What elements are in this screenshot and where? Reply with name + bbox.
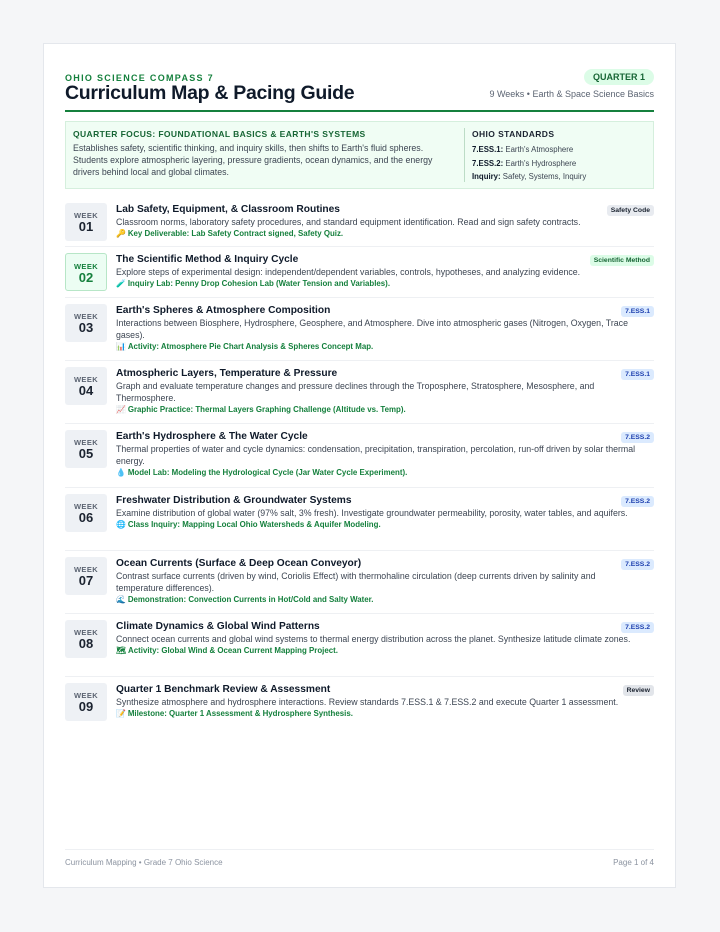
- deliverable-text: Class Inquiry: Mapping Local Ohio Watersheds & Aquifer Modeling.: [127, 520, 381, 529]
- deliverable-text: Inquiry Lab: Penny Drop Cohesion Lab (Water Tension and Variables).: [127, 279, 391, 288]
- week-description: Explore steps of experimental design: independent/dependent variables, controls, hypotheses, and analyzing evidence.: [116, 267, 581, 277]
- week-number: 07: [78, 573, 94, 588]
- week-label: WEEK: [73, 375, 99, 384]
- week-number-box: [65, 620, 107, 658]
- week-row-03: [65, 298, 654, 361]
- week-tag: 7.ESS.2: [621, 496, 654, 507]
- footer-divider: [65, 849, 654, 850]
- focus-divider: [464, 128, 465, 182]
- week-deliverable: [116, 708, 654, 720]
- week-title: Freshwater Distribution & Groundwater Systems: [116, 495, 352, 506]
- droplet-icon: 💧: [116, 468, 126, 477]
- deliverable-text: Graphic Practice: Thermal Layers Graphing Challenge (Altitude vs. Temp).: [127, 405, 406, 414]
- page-number: Page 1 of 4: [613, 858, 654, 867]
- memo-icon: 📝: [116, 709, 126, 718]
- wave-icon: 🌊: [116, 595, 126, 604]
- week-deliverable: [116, 228, 654, 240]
- week-title: Earth's Hydrosphere & The Water Cycle: [116, 431, 308, 442]
- week-number-box: [65, 203, 107, 241]
- week-description: Thermal properties of water and cycle dynamics: condensation, precipitation, transpiration, percolation, run-off driven by solar thermal energy.: [116, 444, 636, 466]
- week-row-07: [65, 551, 654, 614]
- week-tag: 7.ESS.1: [621, 369, 654, 380]
- globe-icon: 🌐: [116, 520, 126, 529]
- deliverable-text: Demonstration: Convection Currents in Hot/Cold and Salty Water.: [127, 595, 374, 604]
- week-description: Graph and evaluate temperature changes and pressure declines through the Troposphere, Stratosphere, Mesosphere, and Thermosphere.: [116, 381, 595, 403]
- week-number: 03: [78, 320, 94, 335]
- week-deliverable: [116, 645, 654, 657]
- week-number: 06: [78, 510, 94, 525]
- document-page: [43, 43, 676, 888]
- week-label: WEEK: [73, 565, 99, 574]
- week-label: WEEK: [73, 262, 99, 271]
- standard-item: [472, 157, 647, 171]
- deliverable-text: Activity: Global Wind & Ocean Current Mapping Project.: [128, 646, 338, 655]
- weeks-list: [65, 197, 654, 727]
- focus-heading: QUARTER FOCUS: FOUNDATIONAL BASICS & EARTH'S SYSTEMS: [73, 129, 366, 139]
- page-title: Curriculum Map & Pacing Guide: [65, 82, 355, 104]
- deliverable-text: Key Deliverable: Lab Safety Contract signed, Safety Quiz.: [127, 229, 344, 238]
- week-content: [116, 430, 654, 479]
- week-title: Quarter 1 Benchmark Review & Assessment: [116, 684, 331, 695]
- week-label: WEEK: [73, 438, 99, 447]
- week-label: WEEK: [73, 691, 99, 700]
- week-description: Synthesize atmosphere and hydrosphere interactions. Review standards 7.ESS.1 & 7.ESS.2 and execute Quarter 1 assessment.: [116, 697, 619, 707]
- week-number-box: [65, 304, 107, 342]
- week-deliverable: [116, 519, 654, 531]
- focus-description: Establishes safety, scientific thinking, and inquiry skills, then shifts to Earth's fluid spheres. Students explore atmospheric layering, pressure gradients, ocean dynamics, and the energy drivers behind local and global climates.: [73, 143, 433, 177]
- week-deliverable: [116, 278, 654, 290]
- week-label: WEEK: [73, 628, 99, 637]
- week-content: [116, 367, 654, 416]
- header-divider: [65, 110, 654, 112]
- week-tag: Review: [623, 685, 654, 696]
- week-tag: 7.ESS.2: [621, 559, 654, 570]
- deliverable-text: Activity: Atmosphere Pie Chart Analysis & Spheres Concept Map.: [127, 342, 374, 351]
- week-number: 01: [78, 219, 94, 234]
- week-deliverable: [116, 404, 654, 416]
- week-title: Climate Dynamics & Global Wind Patterns: [116, 621, 320, 632]
- week-row-04: [65, 361, 654, 424]
- week-number-box: [65, 494, 107, 532]
- week-content: [116, 557, 654, 606]
- week-number-box: [65, 557, 107, 595]
- standards-section: [472, 129, 647, 184]
- week-tag: 7.ESS.2: [621, 432, 654, 443]
- footer-caption: Curriculum Mapping • Grade 7 Ohio Science: [65, 858, 223, 867]
- standard-item: [472, 143, 647, 157]
- week-description: Contrast surface currents (driven by wind, Coriolis Effect) with thermohaline circulation (deep currents driven by salinity and temperature differences).: [116, 571, 596, 593]
- brand-label: OHIO SCIENCE COMPASS 7: [65, 73, 214, 83]
- week-number-box: [65, 683, 107, 721]
- week-content: [116, 253, 654, 290]
- standard-code: 7.ESS.1:: [472, 145, 504, 154]
- week-number: 02: [78, 270, 94, 285]
- week-title: Lab Safety, Equipment, & Classroom Routines: [116, 204, 340, 215]
- week-title: Atmospheric Layers, Temperature & Pressure: [116, 368, 338, 379]
- week-description: Classroom norms, laboratory safety procedures, and standard equipment identification. Read and sign safety contracts.: [116, 217, 581, 227]
- week-tag: Scientific Method: [590, 255, 654, 266]
- week-row-09: [65, 677, 654, 727]
- test-tube-icon: 🧪: [116, 279, 126, 288]
- week-number: 05: [78, 446, 94, 461]
- week-row-01: [65, 197, 654, 247]
- week-label: WEEK: [73, 312, 99, 321]
- week-row-06: [65, 488, 654, 551]
- standard-text: Earth's Atmosphere: [505, 145, 574, 154]
- bar-chart-icon: 📊: [116, 342, 126, 351]
- week-label: WEEK: [73, 211, 99, 220]
- week-tag: 7.ESS.2: [621, 622, 654, 633]
- week-description: Interactions between Biosphere, Hydrosphere, Geosphere, and Atmosphere. Dive into atmospheric gases (Nitrogen, Oxygen, Trace gases).: [116, 318, 628, 340]
- deliverable-text: Model Lab: Modeling the Hydrological Cycle (Jar Water Cycle Experiment).: [127, 468, 408, 477]
- week-number: 09: [78, 699, 94, 714]
- page-subtitle: 9 Weeks • Earth & Space Science Basics: [489, 89, 654, 99]
- week-deliverable: [116, 594, 654, 606]
- week-number: 08: [78, 636, 94, 651]
- standard-code: Inquiry:: [472, 172, 501, 181]
- standard-text: Safety, Systems, Inquiry: [502, 172, 587, 181]
- week-tag: 7.ESS.1: [621, 306, 654, 317]
- deliverable-text: Milestone: Quarter 1 Assessment & Hydrosphere Synthesis.: [127, 709, 353, 718]
- week-row-02: [65, 247, 654, 298]
- week-number-box: [65, 430, 107, 468]
- week-description: Connect ocean currents and global wind systems to thermal energy distribution across the planet. Synthesize latitude climate zones.: [116, 634, 631, 644]
- week-deliverable: [116, 467, 654, 479]
- week-number-box: [65, 253, 107, 291]
- quarter-focus-panel: [65, 121, 654, 189]
- week-content: [116, 203, 654, 240]
- standards-heading: OHIO STANDARDS: [472, 129, 555, 139]
- standard-text: Earth's Hydrosphere: [505, 158, 577, 168]
- week-row-05: [65, 424, 654, 488]
- standard-item: [472, 170, 647, 184]
- week-title: The Scientific Method & Inquiry Cycle: [116, 254, 299, 265]
- week-description: Examine distribution of global water (97% salt, 3% fresh). Investigate groundwater permeability, porosity, water tables, and aquifers.: [116, 508, 628, 518]
- week-content: [116, 683, 654, 720]
- week-title: Ocean Currents (Surface & Deep Ocean Conveyor): [116, 558, 362, 569]
- week-number: 04: [78, 383, 94, 398]
- week-tag: Safety Code: [607, 205, 654, 216]
- week-title: Earth's Spheres & Atmosphere Composition: [116, 305, 331, 316]
- week-number-box: [65, 367, 107, 405]
- map-icon: 🗺: [116, 646, 127, 655]
- line-chart-icon: 📈: [116, 405, 126, 414]
- week-deliverable: [116, 341, 654, 353]
- week-content: [116, 620, 654, 657]
- key-icon: 🔑: [116, 229, 126, 238]
- standard-code: 7.ESS.2:: [472, 158, 504, 168]
- week-label: WEEK: [73, 502, 99, 511]
- focus-section: [73, 129, 455, 178]
- week-content: [116, 494, 654, 531]
- week-row-08: [65, 614, 654, 677]
- week-content: [116, 304, 654, 353]
- quarter-badge: QUARTER 1: [584, 69, 654, 85]
